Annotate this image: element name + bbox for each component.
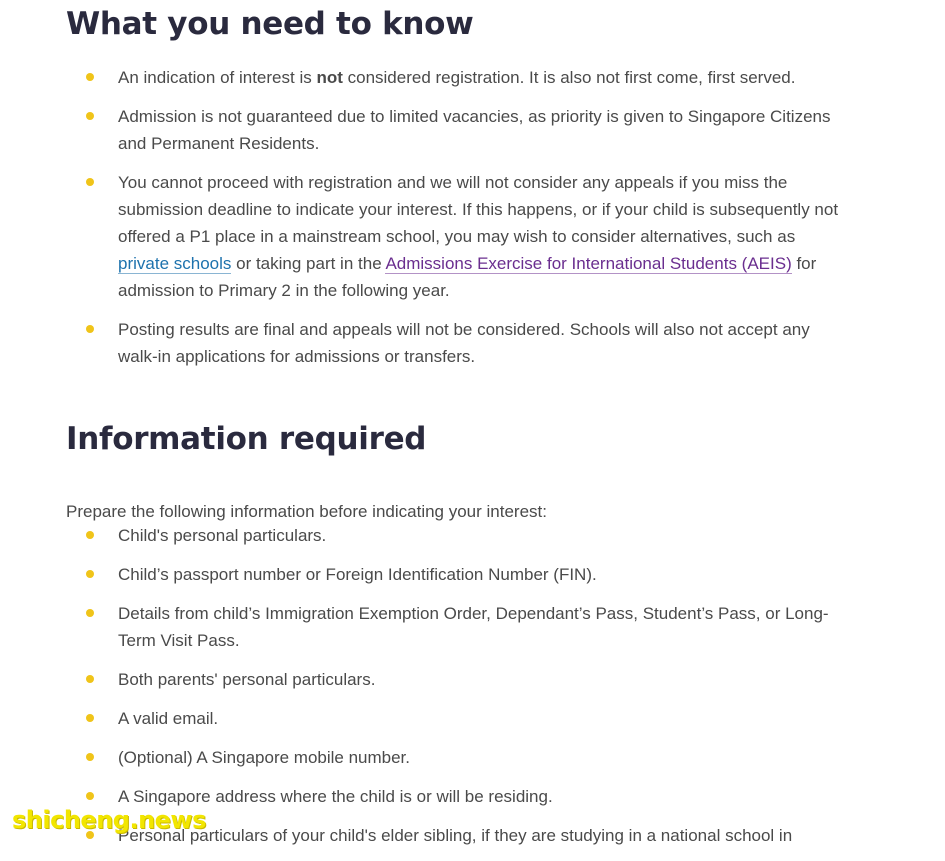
item-text-bold: not (316, 68, 343, 87)
bullet-icon (86, 792, 94, 800)
bullet-icon (86, 609, 94, 617)
item-text-post: considered registration. It is also not first come, first served. (342, 68, 796, 87)
bullet-icon (86, 675, 94, 683)
aeis-link[interactable]: Admissions Exercise for International Students (AEIS) (385, 254, 792, 273)
list-item (66, 600, 846, 654)
list-item (66, 169, 846, 304)
item-text: Both parents' personal particulars. (118, 670, 376, 689)
item-text-post: for admission to Primary 2 in the following year. (118, 254, 817, 300)
item-text: Posting results are final and appeals will not be considered. Schools will also not accept any walk-in applications for admissions or transfers. (118, 320, 810, 366)
heading-what-you-need-to-know: What you need to know (66, 6, 474, 42)
item-text: Child's personal particulars. (118, 526, 327, 545)
item-text-pre: An indication of interest is (118, 68, 317, 87)
item-text: (Optional) A Singapore mobile number. (118, 748, 411, 767)
list-item (66, 103, 846, 157)
private-schools-link[interactable]: private schools (118, 254, 232, 273)
list-item (66, 316, 846, 370)
item-text: Details from child’s Immigration Exemption Order, Dependant’s Pass, Student’s Pass, or Long-Term Visit Pass. (118, 604, 829, 650)
item-text: Admission is not guaranteed due to limited vacancies, as priority is given to Singapore Citizens and Permanent Residents. (118, 107, 831, 153)
bullet-icon (86, 753, 94, 761)
list-item (66, 666, 846, 693)
know-list (66, 64, 846, 382)
list-item (66, 64, 846, 91)
bullet-icon (86, 178, 94, 186)
bullet-icon (86, 714, 94, 722)
heading-information-required: Information required (66, 421, 427, 457)
list-item (66, 705, 846, 732)
item-text: Child’s passport number or Foreign Identification Number (FIN). (118, 565, 597, 584)
watermark-logo: shicheng.news (12, 806, 206, 834)
item-text: A valid email. (118, 709, 219, 728)
item-text: Personal particulars of your child's elder sibling, if they are studying in a national school in (118, 826, 793, 845)
list-item (66, 561, 846, 588)
bullet-icon (86, 112, 94, 120)
bullet-icon (86, 325, 94, 333)
item-text-mid: or taking part in the (231, 254, 386, 273)
list-item (66, 744, 846, 771)
bullet-icon (86, 570, 94, 578)
list-item (66, 522, 846, 549)
item-text: A Singapore address where the child is or will be residing. (118, 787, 553, 806)
bullet-icon (86, 531, 94, 539)
bullet-icon (86, 73, 94, 81)
intro-text: Prepare the following information before indicating your interest: (66, 502, 547, 521)
item-text-pre: You cannot proceed with registration and we will not consider any appeals if you miss the submission deadline to indicate your interest. If this happens, or if your child is subsequently not offered a P1 place in a mainstream school, you may wish to consider alternatives, such as (118, 173, 839, 246)
